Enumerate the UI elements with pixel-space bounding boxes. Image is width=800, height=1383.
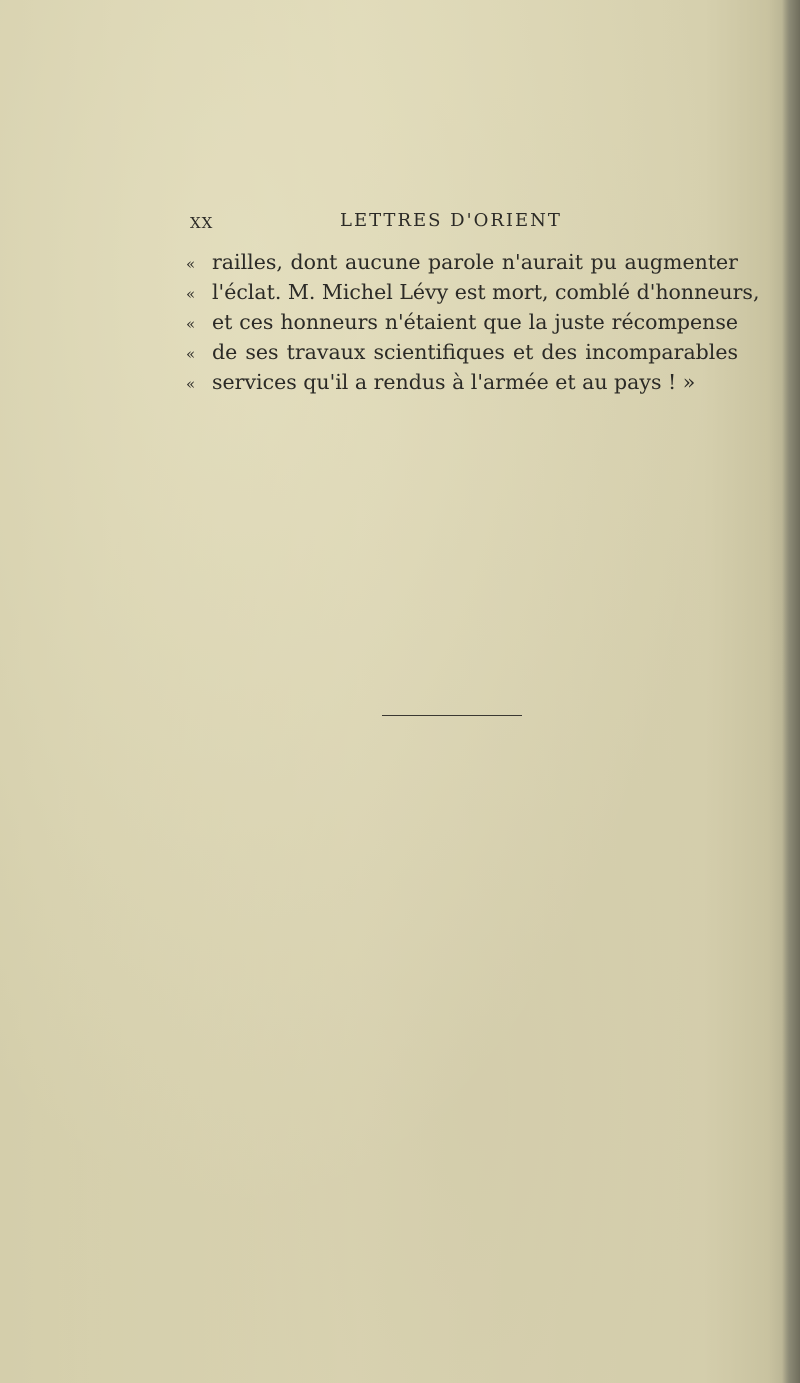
line-text: de ses travaux scientifiques et des incomparables xyxy=(212,340,738,364)
quote-mark: « xyxy=(186,315,196,333)
line-text: railles, dont aucune parole n'aurait pu augmenter xyxy=(212,250,738,274)
text-line xyxy=(186,370,738,400)
end-rule-divider xyxy=(382,715,522,716)
quote-mark: « xyxy=(186,255,196,273)
line-text: et ces honneurs n'étaient que la juste récompense xyxy=(212,310,738,334)
quote-mark: « xyxy=(186,345,196,363)
page-edge-shadow xyxy=(782,0,800,1383)
running-head xyxy=(190,210,738,236)
quote-mark: « xyxy=(186,375,196,393)
text-line xyxy=(186,340,738,370)
page-number: XX xyxy=(190,214,214,232)
body-text xyxy=(186,250,760,400)
line-text: services qu'il a rendus à l'armée et au pays ! » xyxy=(212,370,696,394)
text-line xyxy=(186,280,760,310)
running-title: LETTRES D'ORIENT xyxy=(340,210,562,231)
quote-mark: « xyxy=(186,285,196,303)
text-line xyxy=(186,310,738,340)
text-line xyxy=(186,250,738,280)
line-text: l'éclat. M. Michel Lévy est mort, comblé d'honneurs, xyxy=(212,280,760,304)
